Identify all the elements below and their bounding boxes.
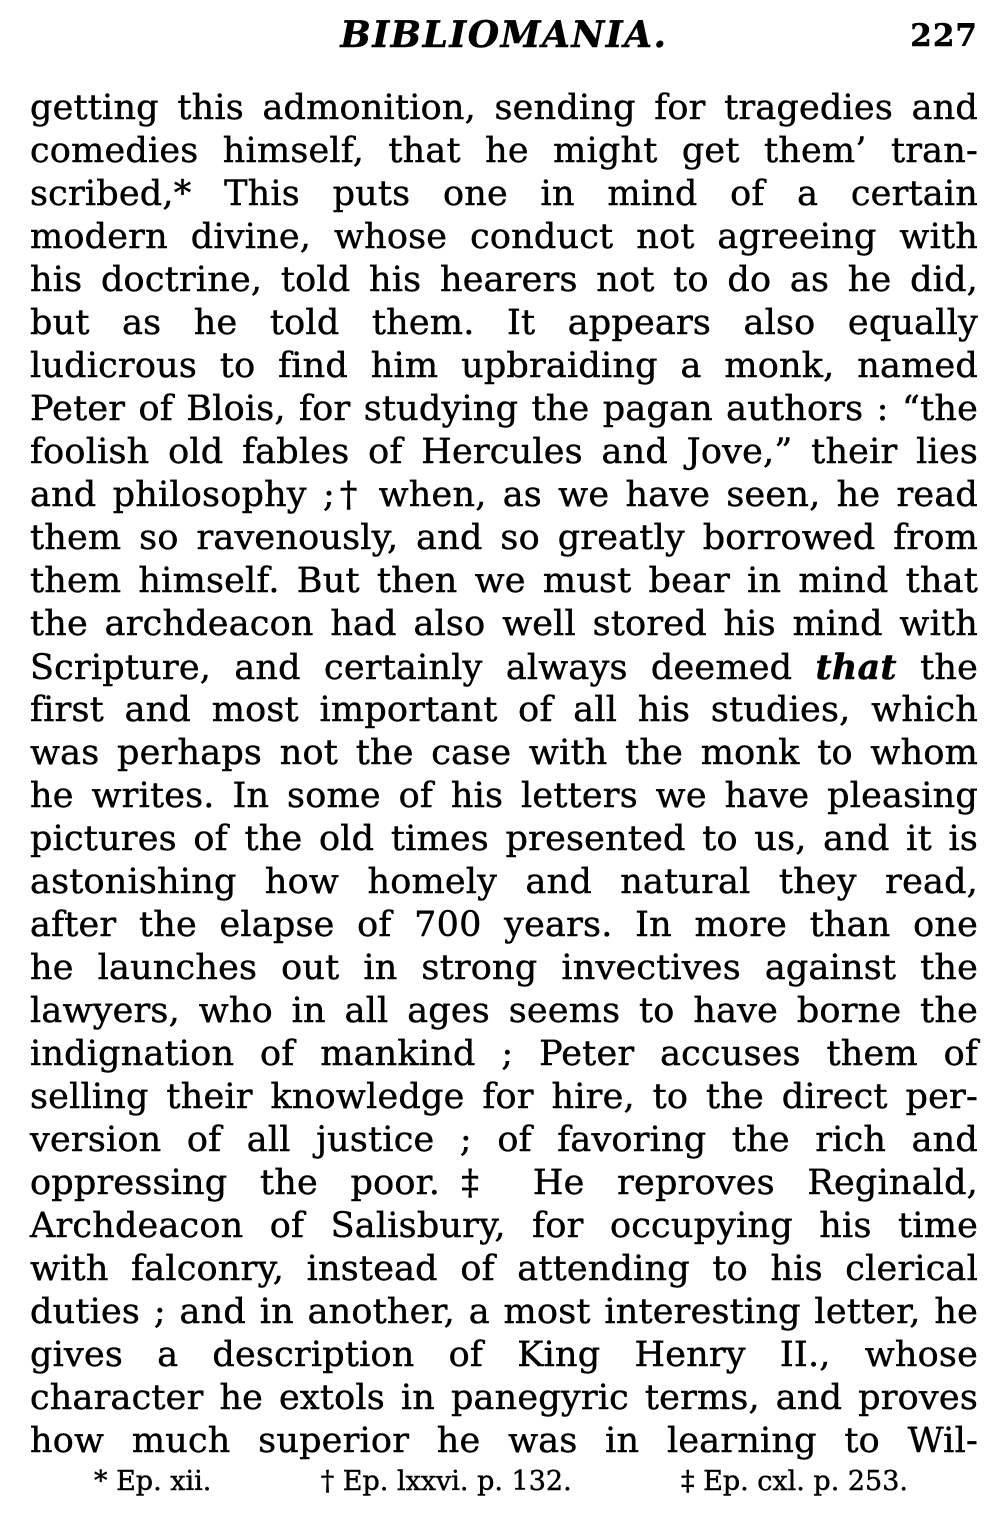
text-segment: the (896, 648, 978, 688)
text-line: with falconry, instead of attending to his clerical (30, 1249, 978, 1289)
footnote-item: * Ep. xii. (94, 1466, 212, 1497)
text-line: he launches out in strong invectives against the (30, 948, 978, 988)
text-segment: Scripture, and certainly always deemed (30, 648, 816, 688)
text-line: modern divine, whose conduct not agreeing with (30, 217, 978, 257)
running-title: BIBLIOMANIA. (340, 14, 668, 56)
text-line: the archdeacon had also well stored his mind with (30, 604, 978, 644)
text-line: them so ravenously, and so greatly borrowed from (30, 518, 978, 558)
text-line: but as he told them. It appears also equally (30, 303, 978, 343)
text-line: selling their knowledge for hire, to the direct per- (30, 1077, 978, 1117)
text-line: and philosophy ;† when, as we have seen, he read (30, 475, 978, 515)
text-line: getting this admonition, sending for tragedies and (30, 88, 978, 128)
text-line: foolish old fables of Hercules and Jove,” their lies (30, 432, 978, 472)
text-line: his doctrine, told his hearers not to do as he did, (30, 260, 978, 300)
text-line: lawyers, who in all ages seems to have borne the (30, 991, 978, 1031)
emphasized-word: that (815, 647, 897, 688)
text-line-with-emphasis (30, 646, 978, 689)
text-line: after the elapse of 700 years. In more than one (30, 905, 978, 945)
page-number: 227 (910, 18, 978, 54)
text-line: Peter of Blois, for studying the pagan authors : “the (30, 389, 978, 429)
text-line: was perhaps not the case with the monk to whom (30, 733, 978, 773)
text-line: Archdeacon of Salisbury, for occupying his time (30, 1206, 978, 1246)
text-line: gives a description of King Henry II., whose (30, 1335, 978, 1375)
page-body (30, 87, 978, 1463)
text-line: version of all justice ; of favoring the rich and (30, 1120, 978, 1160)
text-line: comedies himself, that he might get them’ tran- (30, 131, 978, 171)
text-line: he writes. In some of his letters we have pleasing (30, 776, 978, 816)
footnote-item: ‡ Ep. cxl. p. 253. (681, 1466, 908, 1497)
text-line: first and most important of all his studies, which (30, 690, 978, 730)
footnotes (94, 1464, 908, 1500)
page-header (30, 14, 978, 60)
text-line: how much superior he was in learning to Wil- (30, 1421, 978, 1461)
text-line: astonishing how homely and natural they read, (30, 862, 978, 902)
text-line: character he extols in panegyric terms, and proves (30, 1378, 978, 1418)
text-line: indignation of mankind ; Peter accuses them of (30, 1034, 978, 1074)
text-line: scribed,* This puts one in mind of a certain (30, 174, 978, 214)
footnote-item: † Ep. lxxvi. p. 132. (320, 1466, 572, 1497)
text-line: oppressing the poor.‡ He reproves Reginald, (30, 1163, 978, 1203)
text-line: duties ; and in another, a most interesting letter, he (30, 1292, 978, 1332)
text-line: them himself. But then we must bear in mind that (30, 561, 978, 601)
text-line: ludicrous to find him upbraiding a monk, named (30, 346, 978, 386)
text-line: pictures of the old times presented to us, and it is (30, 819, 978, 859)
